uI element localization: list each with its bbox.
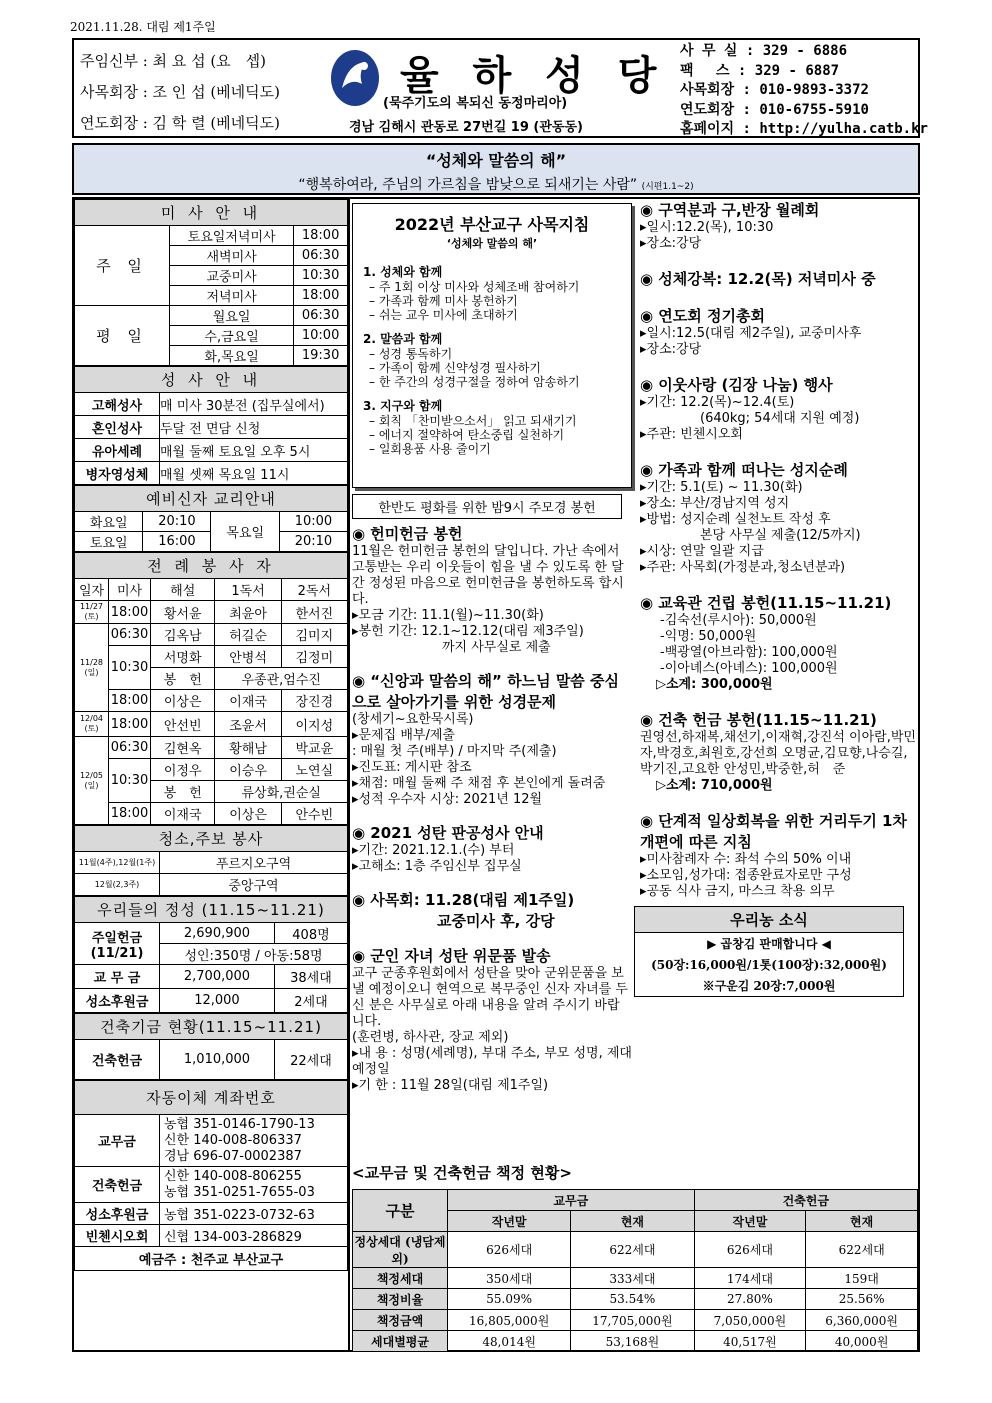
donor-line: -이아녜스(아녜스): 100,000원 <box>660 661 838 676</box>
catechumen-table <box>74 485 348 552</box>
notice-heading: ◉ 사목회: 11.28(대림 제1주일) <box>352 891 575 909</box>
time-cell: 18:00 <box>109 601 151 624</box>
mass-name: 수,금요일 <box>170 326 294 346</box>
table-cell: 16,805,000원 <box>448 1310 571 1331</box>
header-contacts <box>680 42 928 140</box>
col-header: 1독서 <box>215 579 281 601</box>
notice-text: ▸모금 기간: 11.1(월)~11.30(화) <box>352 608 544 623</box>
urinong-line: ※구운김 20장:7,000원 <box>702 979 836 993</box>
time-cell: 18:00 <box>109 690 151 712</box>
guide-subtitle: ‘성체와 말씀의 해’ <box>446 237 538 250</box>
catechumen-title: 예비신자 교리안내 <box>75 486 348 512</box>
name-cell: 우종관,엄수진 <box>215 668 348 690</box>
table-cell: 27.80% <box>694 1289 806 1310</box>
notice-text: 11월은 헌미헌금 봉헌의 달입니다. 가난 속에서 고통받는 우리 이웃들이 힘을 낼 수 있도록 한 달간 정성된 마음으로 헌미헌금을 봉헌하도록 합시다. <box>352 544 624 607</box>
assessment-section <box>352 1162 918 1352</box>
name-cell: 허길순 <box>215 624 281 646</box>
notice-text: ▸장소:강당 <box>640 342 702 357</box>
table-cell: 622세대 <box>806 1232 918 1268</box>
notice-text: ▸내 용 : 성명(세례명), 부대 주소, 부모 성명, 제대 예정일 <box>352 1046 632 1077</box>
account-number: 신한 140-008-806255 <box>164 1168 302 1184</box>
notice-text: ▸방법: 성지순례 실천노트 작성 후 <box>640 512 831 527</box>
banner-ref: (시편1.1~2) <box>641 182 694 192</box>
row-label: 책정금액 <box>353 1310 448 1331</box>
guide-item: – 쉬는 교우 미사에 초대하기 <box>369 308 518 322</box>
period-cell: 12월(2,3주) <box>75 874 160 896</box>
council-name: 사목회장 : 조 인 섭 (베네딕도) <box>80 83 280 101</box>
time-cell: 18:00 <box>109 712 151 737</box>
bulletin-date: 2021.11.28. 대림 제1주일 <box>70 20 216 34</box>
offering-amount: 2,690,900 <box>160 923 275 944</box>
building-amount: 1,010,000 <box>160 1040 275 1080</box>
offering-table <box>74 896 348 1013</box>
middle-column <box>352 203 632 1094</box>
day-label: 목요일 <box>211 512 279 552</box>
mass-time: 18:00 <box>294 226 348 246</box>
name-cell: 박교윤 <box>281 737 347 759</box>
account-number: 신협 134-003-286829 <box>160 1225 348 1247</box>
header-staff <box>80 46 280 139</box>
notice-text: ▸공동 식사 금지, 마스크 착용 의무 <box>640 884 835 899</box>
date-cell: 12/05 (일) <box>75 737 109 825</box>
name-cell: 서명화 <box>151 646 215 668</box>
name-cell: 노연실 <box>281 759 347 781</box>
notice-heading: ◉ 건축 헌금 봉헌(11.15~11.21) <box>640 711 877 729</box>
notice-text: 까지 사무실로 제출 <box>442 640 551 655</box>
sacrament-title: 성 사 안 내 <box>75 367 348 393</box>
table-cell: 6,360,000원 <box>806 1310 918 1331</box>
offering-count: 2세대 <box>274 989 347 1013</box>
account-number: 농협 351-0251-7655-03 <box>164 1184 315 1200</box>
name-cell: 이재국 <box>151 803 215 825</box>
name-cell: 안수빈 <box>281 803 347 825</box>
mass-name: 월요일 <box>170 306 294 326</box>
day-label: 화요일 <box>75 512 143 532</box>
council-phone: 사목회장 : 010-9893-3372 <box>680 82 869 98</box>
banner-quote <box>74 174 918 194</box>
notice-text: ▸일시:12.5(대림 제2주일), 교중미사후 <box>640 326 862 341</box>
name-cell: 류상화,권순실 <box>215 781 348 803</box>
account-owner: 예금주 : 천주교 부산교구 <box>75 1247 348 1271</box>
sacrament-info: 두달 전 면담 신청 <box>160 416 348 439</box>
name-cell: 김미지 <box>281 624 347 646</box>
notice-heading: ◉ 단계적 일상회복을 위한 거리두기 1차 개편에 따른 지침 <box>640 812 907 851</box>
notice-text: (창세기~요한묵시록) <box>352 712 474 727</box>
mass-time: 06:30 <box>294 306 348 326</box>
sunday-label: 주 일 <box>75 226 170 306</box>
name-cell: 안선빈 <box>151 712 215 737</box>
notice-heading: ◉ 교육관 건립 봉헌(11.15~11.21) <box>640 594 892 612</box>
time-cell: 10:30 <box>109 646 151 690</box>
notice-text: ▸장소: 부산/경남지역 성지 <box>640 496 790 511</box>
parish-logo-icon <box>328 48 383 108</box>
account-label: 성소후원금 <box>75 1203 160 1225</box>
offering-label: 성소후원금 <box>75 989 160 1013</box>
account-number: 농협 351-0223-0732-63 <box>160 1203 348 1225</box>
subtotal: ▷소계: 710,000원 <box>656 778 773 793</box>
time-cell: 10:30 <box>109 759 151 803</box>
left-column <box>74 199 348 1271</box>
name-cell: 최윤아 <box>215 601 281 624</box>
table-cell: 159대 <box>806 1268 918 1289</box>
guide-section: 2. 말씀과 함께 <box>363 332 443 346</box>
row-label: 책정비율 <box>353 1289 448 1310</box>
column-divider <box>348 197 350 1352</box>
guide-item: – 가족과 함께 미사 봉헌하기 <box>369 294 518 308</box>
guide-title: 2022년 부산교구 사목지침 <box>394 215 590 234</box>
mass-name: 화,목요일 <box>170 346 294 366</box>
account-label: 건축헌금 <box>75 1167 160 1203</box>
account-number: 경남 696-07-0002387 <box>164 1148 302 1164</box>
notice-text: ▸기간: 2021.12.1.(수) 부터 <box>352 843 515 858</box>
donor-list: 권영선,하재복,채선기,이재혁,강진석 이아람,박민자,박경호,최원호,강선희 오명균,김묘향,나승길,박기진,고요한 안성민,박중한,허 준 <box>640 730 916 777</box>
offering-title: 우리들의 정성 (11.15~11.21) <box>75 897 348 923</box>
notice-text: ▸기 한 : 11월 28일(대림 제1주일) <box>352 1078 549 1093</box>
account-table <box>74 1080 348 1271</box>
table-cell: 350세대 <box>448 1268 571 1289</box>
name-cell: 조윤서 <box>215 712 281 737</box>
class-time: 16:00 <box>143 532 211 552</box>
notice-heading: ◉ 성체강복: 12.2(목) 저녁미사 중 <box>640 270 876 288</box>
notice-text: 교구 군종후원회에서 성탄을 맞아 군위문품을 보낼 예정이오니 현역으로 복무중인 신자 자녀를 두신 분은 사무실로 아래 내용을 알려 주시기 바랍니다. <box>352 966 628 1029</box>
homepage-link[interactable]: 홈페이지 : http://yulha.catb.kr <box>680 121 928 137</box>
mass-name: 새벽미사 <box>170 246 294 266</box>
guide-item: – 성경 통독하기 <box>369 347 453 361</box>
offering-label: 교 무 금 <box>75 965 160 989</box>
cleaning-title: 청소,주보 봉사 <box>75 826 348 852</box>
guide-item: – 주 1회 이상 미사와 성체조배 참여하기 <box>369 280 580 294</box>
notice-text: ▸시상: 연말 일괄 지급 <box>640 544 764 559</box>
table-cell: 48,014원 <box>448 1331 571 1352</box>
table-cell: 53,168원 <box>571 1331 694 1352</box>
account-number: 농협 351-0146-1790-13 <box>164 1116 315 1132</box>
notice-heading: 교중미사 후, 강당 <box>437 912 555 930</box>
notice-text: ▸성적 우수자 시상: 2021년 12월 <box>352 792 543 807</box>
notice-text: : 매월 첫 주(배부) / 마지막 주(제출) <box>352 744 557 759</box>
notice-text: ▸주관: 빈첸시오회 <box>640 427 743 442</box>
name-cell: 김정미 <box>281 646 347 668</box>
mass-time: 06:30 <box>294 246 348 266</box>
name-cell: 한서진 <box>281 601 347 624</box>
assessment-title: <교무금 및 건축헌금 책정 현황> <box>352 1164 572 1182</box>
mass-title: 미 사 안 내 <box>75 200 348 226</box>
date-cell: 11/27 (토) <box>75 601 109 624</box>
day-label: 토요일 <box>75 532 143 552</box>
notice-text: ▸미사참례자 수: 좌석 수의 50% 이내 <box>640 852 852 867</box>
liturgy-table <box>74 552 348 825</box>
notice-text: ▸봉헌 기간: 12.1~12.12(대림 제3주일) <box>352 624 584 639</box>
name-cell: 황서윤 <box>151 601 215 624</box>
peace-notice: 한반도 평화를 위한 밤9시 주모경 봉헌 <box>352 494 622 519</box>
notice-text: ▸고해소: 1층 주임신부 집무실 <box>352 859 522 874</box>
name-cell: 봉 헌 <box>151 668 215 690</box>
offering-breakdown: 성인:350명 / 아동:58명 <box>160 944 348 965</box>
notice-text: ▸채점: 매월 둘째 주 채점 후 본인에게 돌려줌 <box>352 776 606 791</box>
table-cell: 626세대 <box>448 1232 571 1268</box>
sacrament-info: 매월 둘째 토요일 오후 5시 <box>160 439 348 462</box>
mass-name: 교중미사 <box>170 266 294 286</box>
urinong-title: 우리농 소식 <box>635 907 903 933</box>
class-time: 20:10 <box>143 512 211 532</box>
sacrament-name: 병자영성체 <box>75 462 160 485</box>
notice-text: ▸주관: 사목회(가정분과,청소년분과) <box>640 560 846 575</box>
table-cell: 626세대 <box>694 1232 806 1268</box>
fax-number: 팩 스 : 329 - 6887 <box>680 62 840 79</box>
account-values <box>160 1115 348 1167</box>
col-header: 교무금 <box>448 1190 695 1211</box>
mass-name: 저녁미사 <box>170 286 294 306</box>
name-cell: 이상은 <box>215 803 281 825</box>
right-column <box>640 199 918 997</box>
building-label: 건축헌금 <box>75 1040 160 1080</box>
banner-title: “성체와 말씀의 해” <box>425 151 567 170</box>
notice-text: ▸일시:12.2(목), 10:30 <box>640 220 774 235</box>
account-label: 교무금 <box>75 1115 160 1167</box>
time-cell: 06:30 <box>109 737 151 759</box>
name-cell: 김옥남 <box>151 624 215 646</box>
district-cell: 중앙구역 <box>160 874 348 896</box>
account-number: 신한 140-008-806337 <box>164 1132 302 1148</box>
urinong-line: ▶ 곱창김 판매합니다 ◀ <box>707 937 831 951</box>
urinong-line: (50장:16,000원/1톳(100장):32,000원) <box>651 958 887 972</box>
account-values <box>160 1167 348 1203</box>
name-cell: 봉 헌 <box>151 781 215 803</box>
guide-section: 1. 성체와 함께 <box>363 265 443 279</box>
building-title: 건축기금 현황(11.15~11.21) <box>75 1014 348 1040</box>
row-label: 세대별평균 <box>353 1331 448 1352</box>
guide-item: – 회칙 「찬미받으소서」 읽고 되새기기 <box>369 414 577 428</box>
row-label: 책정세대 <box>353 1268 448 1289</box>
name-cell: 이정우 <box>151 759 215 781</box>
donor-line: -김숙선(루시아): 50,000원 <box>660 613 817 628</box>
col-header: 현재 <box>806 1211 918 1232</box>
guide-item: – 에너지 절약하여 탄소중립 실천하기 <box>369 428 565 442</box>
table-cell: 40,517원 <box>694 1331 806 1352</box>
period-cell: 11월(4주),12월(1주) <box>75 852 160 874</box>
district-cell: 푸르지오구역 <box>160 852 348 874</box>
col-header: 2독서 <box>281 579 347 601</box>
notice-text: (훈련병, 하사관, 장교 제외) <box>352 1030 509 1045</box>
yeondo-name: 연도회장 : 김 학 렬 (베네딕도) <box>80 114 280 132</box>
pastor-name: 주임신부 : 최 요 섭 (요 셉) <box>80 52 267 70</box>
class-time: 20:10 <box>279 532 347 552</box>
class-time: 10:00 <box>279 512 347 532</box>
col-header: 현재 <box>571 1211 694 1232</box>
parish-address: 경남 김해시 관동로 27번길 19 (관동동) <box>349 120 583 135</box>
notice-heading: ◉ 이웃사랑 (김장 나눔) 행사 <box>640 376 833 394</box>
table-cell: 7,050,000원 <box>694 1310 806 1331</box>
table-cell: 174세대 <box>694 1268 806 1289</box>
account-title: 자동이체 계좌번호 <box>75 1081 348 1115</box>
table-cell: 40,000원 <box>806 1331 918 1352</box>
col-header: 일자 <box>75 579 109 601</box>
liturgy-title: 전 례 봉 사 자 <box>75 553 348 579</box>
notice-heading: ◉ 연도회 정기총회 <box>640 307 765 325</box>
parish-subtitle: (묵주기도의 복되신 동정마리아) <box>383 96 568 111</box>
table-cell: 55.09% <box>448 1289 571 1310</box>
time-cell: 06:30 <box>109 624 151 646</box>
offering-count: 408명 <box>274 923 347 944</box>
assessment-table <box>352 1189 918 1352</box>
account-label: 빈첸시오회 <box>75 1225 160 1247</box>
name-cell: 이승우 <box>215 759 281 781</box>
name-cell: 김현옥 <box>151 737 215 759</box>
donor-line: -백광열(아브라함): 100,000원 <box>660 645 838 660</box>
guide-item: – 가족이 함께 신약성경 필사하기 <box>369 361 541 375</box>
notice-heading: ◉ 2021 성탄 판공성사 안내 <box>352 824 544 842</box>
col-header: 구분 <box>353 1190 448 1232</box>
time-cell: 18:00 <box>109 803 151 825</box>
notice-heading: ◉ 가족과 함께 떠나는 성지순례 <box>640 461 848 479</box>
parish-title: 율 하 성 당 <box>400 52 667 99</box>
subtotal: ▷소계: 300,000원 <box>656 677 773 692</box>
sacrament-info: 매 미사 30분전 (집무실에서) <box>160 393 348 416</box>
name-cell: 장진경 <box>281 690 347 712</box>
notice-text: ▸장소:강당 <box>640 236 702 251</box>
notice-text: (640kg; 54세대 지원 예정) <box>700 411 860 426</box>
name-cell: 안병석 <box>215 646 281 668</box>
notice-text: ▸기간: 12.2(목)~12.4(토) <box>640 395 795 410</box>
donor-line: -익명: 50,000원 <box>660 629 757 644</box>
cleaning-table <box>74 825 348 896</box>
mass-name: 토요일저녁미사 <box>170 226 294 246</box>
date-cell: 12/04 (토) <box>75 712 109 737</box>
sacrament-name: 고해성사 <box>75 393 160 416</box>
col-header: 미사 <box>109 579 151 601</box>
mass-time: 10:00 <box>294 326 348 346</box>
notice-heading: ◉ 헌미헌금 봉헌 <box>352 525 463 543</box>
notice-heading: ◉ “신앙과 말씀의 해” 하느님 말씀 중심으로 살아가기를 위한 성경문제 <box>352 672 619 711</box>
building-count: 22세대 <box>274 1040 347 1080</box>
notice-heading: ◉ 군인 자녀 성탄 위문품 발송 <box>352 947 551 965</box>
mass-time: 19:30 <box>294 346 348 366</box>
building-fund-table <box>74 1013 348 1080</box>
sacrament-info: 매월 셋째 목요일 11시 <box>160 462 348 485</box>
name-cell: 이재국 <box>215 690 281 712</box>
offering-amount: 2,700,000 <box>160 965 275 989</box>
notice-heading: ◉ 구역분과 구,반장 월례회 <box>640 201 820 219</box>
notice-text: 본당 사무실 제출(12/5까지) <box>700 528 861 543</box>
mass-table <box>74 199 348 366</box>
guide-item: – 일회용품 사용 줄이기 <box>369 442 491 456</box>
table-cell: 53.54% <box>571 1289 694 1310</box>
offering-count: 38세대 <box>274 965 347 989</box>
name-cell: 황해남 <box>215 737 281 759</box>
col-header: 건축헌금 <box>694 1190 917 1211</box>
notice-text: ▸진도표: 게시판 참조 <box>352 760 472 775</box>
notice-text: ▸문제집 배부/제출 <box>352 728 455 743</box>
banner-quote-text: “행복하여라, 주님의 가르침을 밤낮으로 되새기는 사람” <box>298 177 638 193</box>
guide-item: – 한 주간의 성경구절을 정하여 암송하기 <box>369 375 580 389</box>
year-banner <box>72 143 920 195</box>
weekday-label: 평 일 <box>75 306 170 366</box>
mass-time: 18:00 <box>294 286 348 306</box>
table-cell: 25.56% <box>806 1289 918 1310</box>
table-cell: 333세대 <box>571 1268 694 1289</box>
col-header: 작년말 <box>694 1211 806 1232</box>
offering-amount: 12,000 <box>160 989 275 1013</box>
table-cell: 622세대 <box>571 1232 694 1268</box>
notice-text: ▸기간: 5.1(토) ~ 11.30(화) <box>640 480 803 495</box>
sacrament-name: 유아세례 <box>75 439 160 462</box>
date-cell: 11/28 (일) <box>75 624 109 712</box>
sacrament-name: 혼인성사 <box>75 416 160 439</box>
name-cell: 이지성 <box>281 712 347 737</box>
guide-section: 3. 지구와 함께 <box>363 399 443 413</box>
yeondo-phone: 연도회장 : 010-6755-5910 <box>680 101 869 118</box>
name-cell: 이상은 <box>151 690 215 712</box>
office-phone: 사 무 실 : 329 - 6886 <box>680 43 848 59</box>
table-cell: 17,705,000원 <box>571 1310 694 1331</box>
urinong-box <box>634 906 904 997</box>
sacrament-table <box>74 366 348 485</box>
row-label: 정상세대 (냉담제외) <box>353 1232 448 1268</box>
col-header: 작년말 <box>448 1211 571 1232</box>
guide-box <box>352 203 632 488</box>
col-header: 해설 <box>151 579 215 601</box>
notice-text: ▸소모임,성가대: 접종완료자로만 구성 <box>640 868 852 883</box>
mass-time: 10:30 <box>294 266 348 286</box>
offering-label: 주일헌금 (11/21) <box>75 923 160 965</box>
